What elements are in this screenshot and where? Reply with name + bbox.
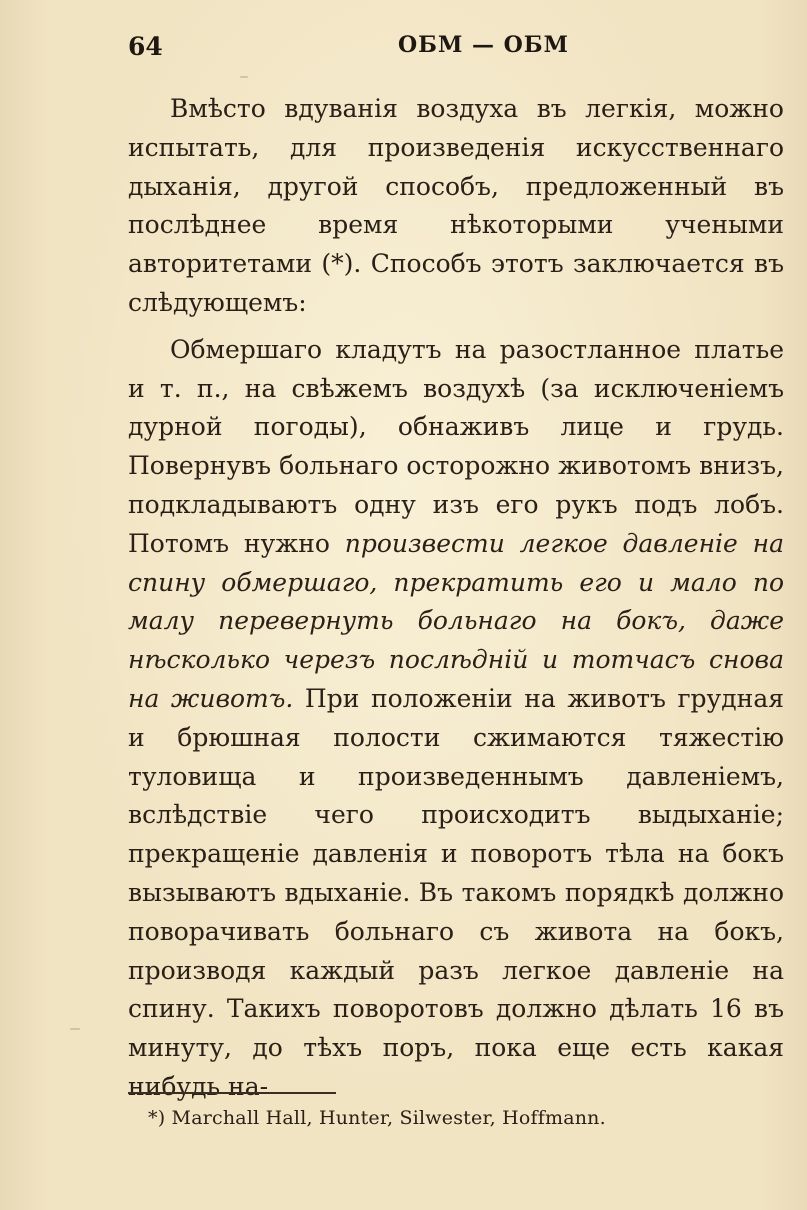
page-header <box>0 32 807 72</box>
paragraph-2 <box>128 331 784 1107</box>
page-number: 64 <box>128 32 163 61</box>
paragraph-2-italic: произвести легкое давленіе на спину обмершаго, прекратить его и мало по малу перевернуть больнаго на бокъ, даже нѣсколько черезъ послѣдній и тотчасъ снова на животъ. <box>128 528 784 713</box>
paragraph-1: Вмѣсто вдуванія воздуха въ легкія, можно испытать, для произведенія искусственнаго дыханія, другой способъ, предложенный въ послѣднее время нѣкоторыми учеными авторитетами (*). Способъ этотъ заключается въ слѣдующемъ: <box>128 94 784 317</box>
body-text <box>128 90 784 1107</box>
ink-speck <box>240 76 248 78</box>
footnote-divider <box>128 1092 336 1094</box>
ink-speck <box>70 1028 80 1030</box>
paragraph-2-lead: Обмершаго кладутъ на разостланное платье и т. п., на свѣжемъ воздухѣ (за исключеніемъ дурной погоды), обнаживъ лице и грудь. Повернувъ больнаго осторожно животомъ внизъ, подкладываютъ одну изъ его рукъ подъ лобъ. Потомъ нужно <box>128 334 784 558</box>
paragraph-2-tail: При положеніи на животъ грудная и брюшная полости сжимаются тяжестію туловища и произведеннымъ давленіемъ, вслѣдствіе чего происходитъ выдыханіе; прекращеніе давленія и поворотъ тѣла на бокъ вызываютъ вдыханіе. Въ такомъ порядкѣ должно поворачивать больнаго съ живота на бокъ, производя каждый разъ легкое давленіе на спину. Такихъ поворотовъ должно дѣлать 16 въ минуту, до тѣхъ поръ, пока еще есть какая нибудь на- <box>128 683 784 1101</box>
footnote: *) Marchall Hall, Hunter, Silwester, Hoffmann. <box>148 1107 606 1129</box>
running-head: ОБМ — ОБМ <box>398 32 569 58</box>
